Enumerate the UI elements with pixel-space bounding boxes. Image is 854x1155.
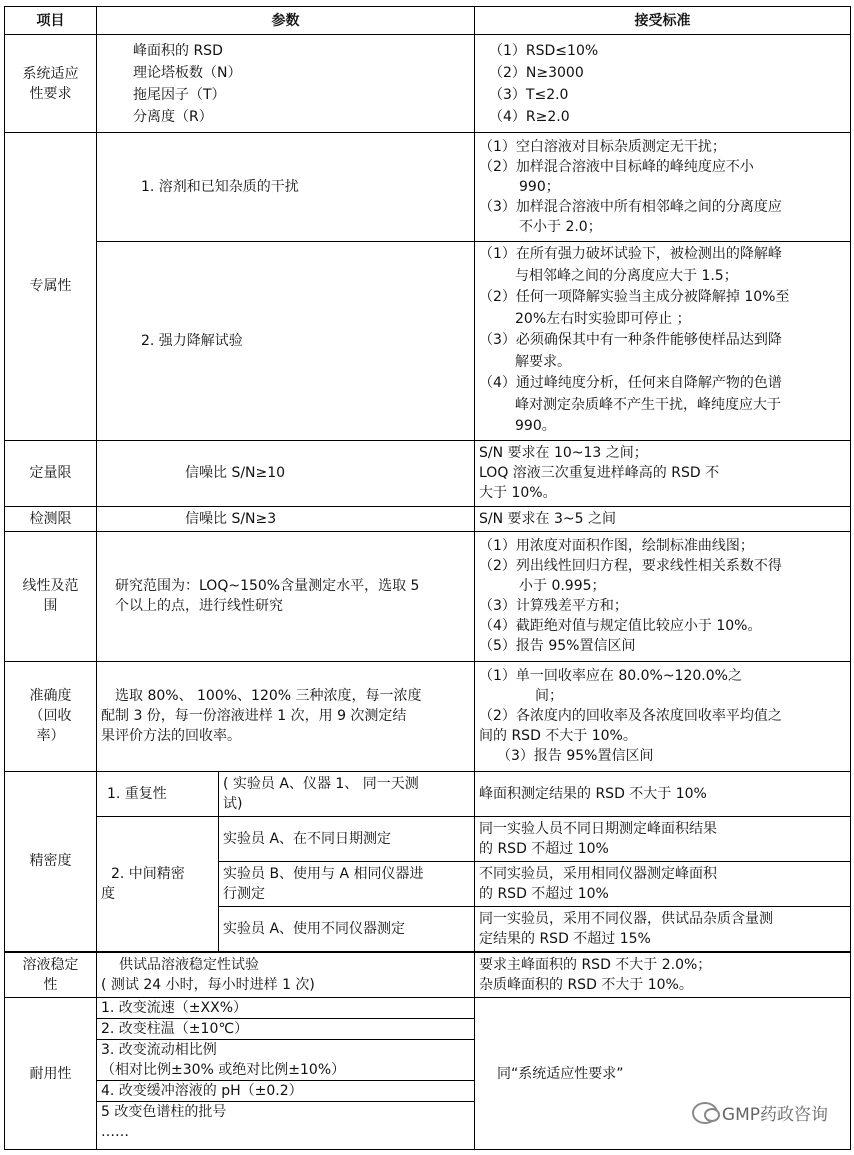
row-label-linearity: 线性及范 围 [5, 531, 97, 661]
criteria-lod: S/N 要求在 3~5 之间 [475, 506, 851, 531]
row-label-system-suitability: 系统适应 性要求 [5, 35, 97, 133]
param-solution-stability: 供试品溶液稳定性试验 ( 测试 24 小时，每小时进样 1 次) [97, 953, 475, 998]
table-row [5, 133, 851, 242]
criteria-robustness: 同“系统适应性要求” [475, 998, 851, 1150]
criteria-forced-degradation: （1）在所有强力破坏试验下，被检测出的降解峰 与相邻峰之间的分离度应大于 1.5； （2）任何一项降解实验当主成分被降解掉 10%至 20%左右时实验即可停止 ； （3）必须确保其中有一种条件能够使样品达到降 解要求。 （4）通过峰纯度分析，任何来自降解产物的色谱 峰对测定杂质峰不产生干扰，峰纯度应大于 990。 [475, 242, 851, 441]
row-label-robustness: 耐用性 [5, 998, 97, 1150]
criteria-loq: S/N 要求在 10~13 之间； LOQ 溶液三次重复进样峰高的 RSD 不 大于 10%。 [475, 440, 851, 506]
cond-intermediate-3: 实验员 A、使用不同仪器测定 [219, 906, 475, 951]
table-row [5, 35, 851, 133]
header-param: 参数 [97, 7, 475, 35]
criteria-solvent-interference: （1）空白溶液对目标杂质测定无干扰； （2）加样混合溶液中目标峰的峰纯度应不小 990； （3）加样混合溶液中所有相邻峰之间的分离度应 不小于 2.0； [475, 133, 851, 242]
row-label-lod: 检测限 [5, 506, 97, 531]
table-row [5, 998, 851, 1150]
header-item: 项目 [5, 7, 97, 35]
row-label-accuracy: 准确度 （回收 率） [5, 661, 97, 771]
criteria-intermediate-1: 同一实验人员不同日期测定峰面积结果 的 RSD 不超过 10% [475, 816, 851, 861]
param-forced-degradation: 2. 强力降解试验 [97, 242, 475, 441]
param-accuracy: 选取 80%、 100%、120% 三种浓度，每一浓度 配制 3 份，每一份溶液进样 1 次，用 9 次测定结 果评价方法的回收率。 [97, 661, 475, 771]
row-label-solution-stability: 溶液稳定 性 [5, 953, 97, 998]
table-row [5, 506, 851, 531]
row-label-precision: 精密度 [5, 771, 97, 951]
param-robustness: 1. 改变流速（±XX%） 2. 改变柱温（±10℃） 3. 改变流动相比例 （相对比例±30% 或绝对比例±10%） 4. 改变缓冲溶液的 pH（±0.2） 5 改变色谱柱的批号 …… [97, 998, 475, 1150]
watermark [692, 1100, 828, 1125]
validation-table [4, 6, 851, 952]
table-row [5, 771, 851, 816]
watermark-text: GMP药政咨询 [721, 1105, 828, 1125]
param-loq: 信噪比 S/N≥10 [97, 440, 475, 506]
row-label-specificity: 专属性 [5, 133, 97, 441]
param-repeatability: 1. 重复性 [97, 771, 219, 816]
header-row [5, 7, 851, 35]
criteria-intermediate-3: 同一实验员，采用不同仪器，供试品杂质含量测 定结果的 RSD 不超过 15% [475, 906, 851, 951]
param-lod: 信噪比 S/N≥3 [97, 506, 475, 531]
param-system-suitability: 峰面积的 RSD 理论塔板数（N） 拖尾因子（T） 分离度（R） [97, 35, 475, 133]
criteria-accuracy: （1）单一回收率应在 80.0%~120.0%之 间； （2）各浓度内的回收率及各浓度回收率平均值之 间的 RSD 不大于 10%。 （3）报告 95%置信区间 [475, 661, 851, 771]
param-linearity: 研究范围为：LOQ~150%含量测定水平，选取 5 个以上的点，进行线性研究 [97, 531, 475, 661]
cond-intermediate-2: 实验员 B、使用与 A 相同仪器进 行测定 [219, 861, 475, 906]
cond-intermediate-1: 实验员 A、在不同日期测定 [219, 816, 475, 861]
param-intermediate-precision: 2. 中间精密 度 [97, 816, 219, 951]
criteria-repeatability: 峰面积测定结果的 RSD 不大于 10% [475, 771, 851, 816]
table-row [5, 440, 851, 506]
table-row [5, 242, 851, 441]
table-row [5, 531, 851, 661]
param-solvent-interference: 1. 溶剂和已知杂质的干扰 [97, 133, 475, 242]
wechat-icon [692, 1102, 718, 1124]
criteria-solution-stability: 要求主峰面积的 RSD 不大于 2.0%； 杂质峰面积的 RSD 不大于 10%。 [475, 953, 851, 998]
row-label-loq: 定量限 [5, 440, 97, 506]
table-row [5, 661, 851, 771]
table-row [5, 953, 851, 998]
header-criteria: 接受标准 [475, 7, 851, 35]
criteria-system-suitability: （1）RSD≤10% （2）N≥3000 （3）T≤2.0 （4）R≥2.0 [475, 35, 851, 133]
cond-repeatability: ( 实验员 A、仪器 1、 同一天测 试) [219, 771, 475, 816]
criteria-intermediate-2: 不同实验员，采用相同仪器测定峰面积 的 RSD 不超过 10% [475, 861, 851, 906]
table-row [5, 816, 851, 861]
criteria-linearity: （1）用浓度对面积作图，绘制标准曲线图； （2）列出线性回归方程，要求线性相关系数不得 小于 0.995； （3）计算残差平方和； （4）截距绝对值与规定值比较应小于 10%。 （5）报告 95%置信区间 [475, 531, 851, 661]
